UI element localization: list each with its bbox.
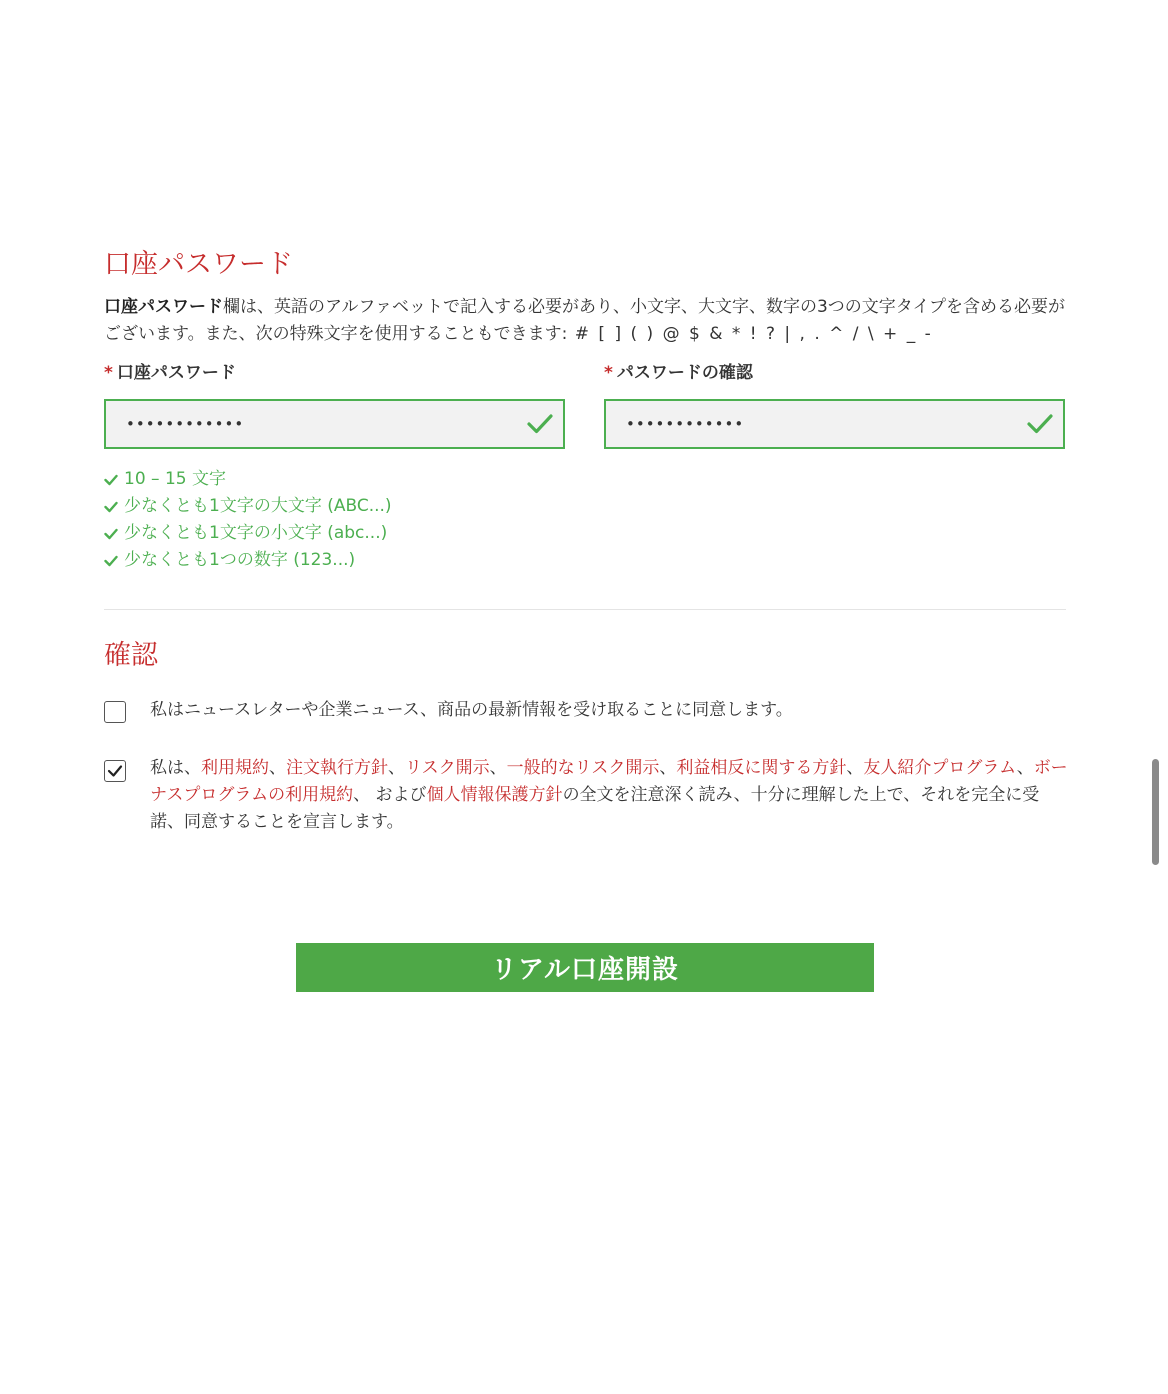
required-mark: * [604, 363, 613, 383]
check-icon [527, 413, 553, 435]
terms-prefix: 私は、 [150, 758, 201, 778]
bonus-program-terms-link[interactable]: ボーナスプログラムの利用規約 [150, 758, 1068, 805]
separator: 、 [846, 758, 864, 778]
conflict-of-interest-policy-link[interactable]: 利益相反に関する方針 [676, 758, 847, 778]
password-rule-item [104, 547, 392, 574]
password-rule-text: 少なくとも1文字の小文字 (abc...) [124, 523, 388, 543]
password-rule-text: 10 – 15 文字 [124, 469, 226, 489]
password-rule-item [104, 493, 392, 520]
confirm-password-label-text: パスワードの確認 [616, 363, 753, 383]
general-risk-disclosure-link[interactable]: 一般的なリスク開示 [506, 758, 660, 778]
separator: 、 [269, 758, 286, 778]
terms-checkbox[interactable] [104, 760, 126, 782]
confirm-password-input[interactable] [604, 399, 1065, 449]
check-icon [104, 528, 118, 540]
password-label [104, 361, 236, 385]
separator: 、 [1016, 758, 1034, 778]
confirm-section-title: 確認 [104, 640, 158, 671]
privacy-policy-link[interactable]: 個人情報保護方針 [426, 785, 563, 805]
order-execution-policy-link[interactable]: 注文執行方針 [286, 758, 388, 778]
password-rule-text: 少なくとも1つの数字 (123...) [124, 550, 356, 570]
password-section-title: 口座パスワード [104, 249, 293, 280]
confirm-password-input-value: •••••••••••• [626, 415, 745, 433]
terms-suffix: の全文を注意深く読み、十分に理解した上で、それを完全に受諾、同意することを宣言します。 [150, 785, 1040, 832]
newsletter-checkbox[interactable] [104, 701, 126, 723]
password-requirements-body: 欄は、英語のアルファベットで記入する必要があり、小文字、大文字、数字の3つの文字タイプを含める必要がございます。また、次の特殊文字を使用することもできます: [104, 297, 1065, 344]
open-real-account-button[interactable]: リアル口座開設 [296, 943, 874, 992]
check-icon [104, 501, 118, 513]
password-label-text: 口座パスワード [116, 363, 236, 383]
separator: 、 [659, 758, 677, 778]
section-divider [104, 609, 1066, 610]
and-text: 、 および [353, 785, 427, 805]
password-requirements-text [104, 294, 1079, 348]
password-input-value: •••••••••••• [126, 415, 245, 433]
risk-disclosure-link[interactable]: リスク開示 [405, 758, 490, 778]
password-requirements-bold: 口座パスワード [104, 297, 223, 317]
check-icon [104, 474, 118, 486]
password-rule-item [104, 466, 392, 493]
terms-consent-text [150, 755, 1070, 836]
password-input[interactable] [104, 399, 565, 449]
referral-program-link[interactable]: 友人紹介プログラム [863, 758, 1017, 778]
special-characters: # [ ] ( ) @ $ & * ! ? | , . ^ / \ + _ - [567, 324, 933, 344]
newsletter-consent-text: 私はニュースレターや企業ニュース、商品の最新情報を受け取ることに同意します。 [150, 700, 793, 720]
check-icon [104, 555, 118, 567]
password-rule-item [104, 520, 392, 547]
terms-of-use-link[interactable]: 利用規約 [201, 758, 269, 778]
check-icon [1027, 413, 1053, 435]
checkmark-icon [107, 764, 123, 778]
scrollbar-thumb[interactable] [1152, 759, 1159, 865]
required-mark: * [104, 363, 113, 383]
separator: 、 [489, 758, 507, 778]
password-rule-text: 少なくとも1文字の大文字 (ABC...) [124, 496, 392, 516]
password-rules-list [104, 466, 392, 574]
confirm-password-label [604, 361, 753, 385]
separator: 、 [388, 758, 405, 778]
